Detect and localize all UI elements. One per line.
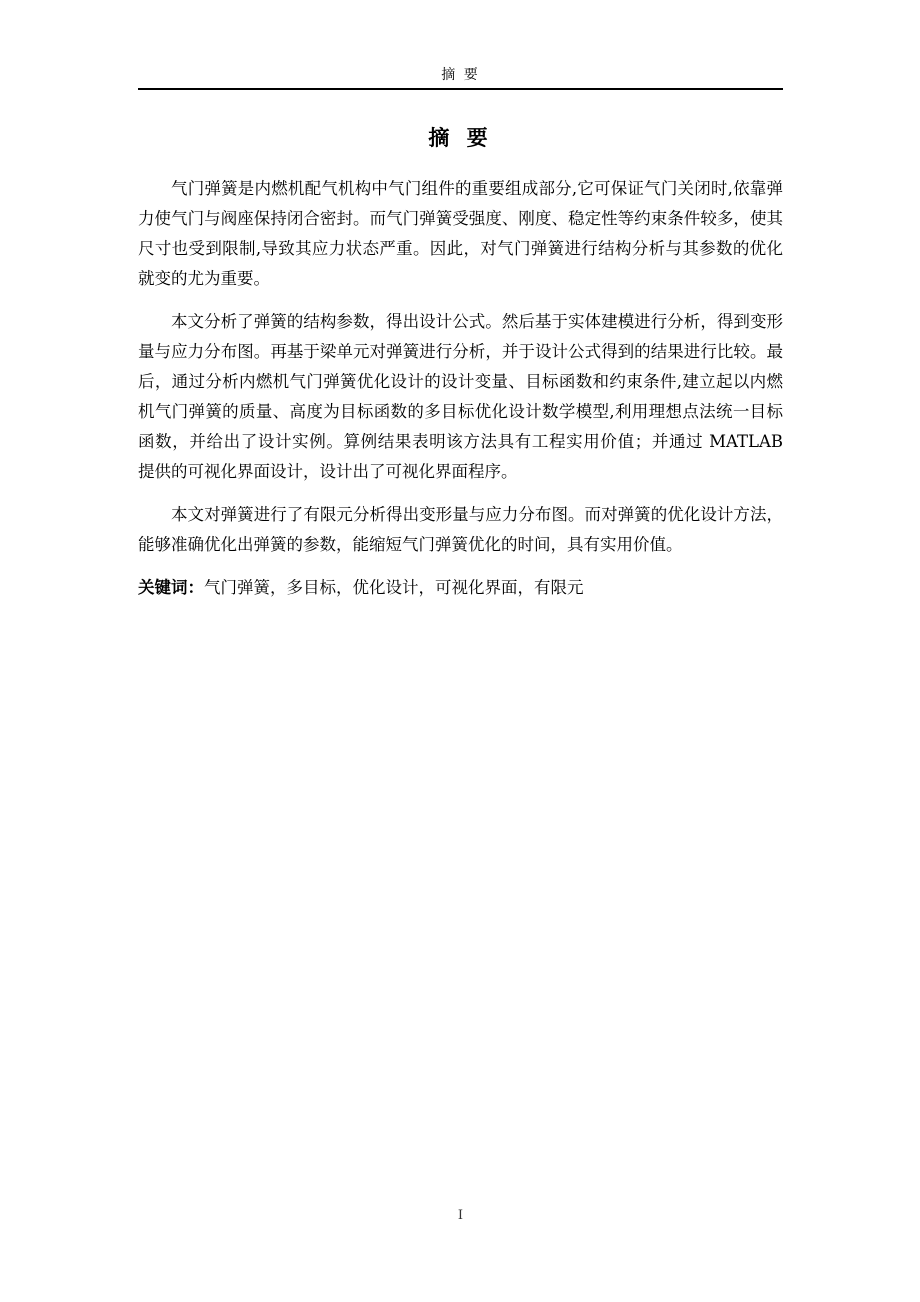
keywords-text: 气门弹簧，多目标，优化设计，可视化界面，有限元 — [204, 578, 584, 597]
header-rule — [138, 88, 783, 90]
abstract-paragraph-3: 本文对弹簧进行了有限元分析得出变形量与应力分布图。而对弹簧的优化设计方法，能够准确优化出弹簧的参数，能缩短气门弹簧优化的时间，具有实用价值。 — [138, 505, 783, 554]
page-title: 摘 要 — [428, 126, 493, 150]
abstract-body — [138, 174, 783, 603]
page-number: I — [457, 1208, 464, 1223]
abstract-paragraph-2: 本文分析了弹簧的结构参数，得出设计公式。然后基于实体建模进行分析，得到变形量与应力分布图。再基于梁单元对弹簧进行分析，并于设计公式得到的结果进行比较。最后，通过分析内燃机气门弹簧优化设计的设计变量、目标函数和约束条件,建立起以内燃机气门弹簧的质量、高度为目标函数的多目标优化设计数学模型,利用理想点法统一目标函数，并给出了设计实例。算例结果表明该方法具有工程实用价值；并通过 MATLAB 提供的可视化界面设计，设计出了可视化界面程序。 — [138, 312, 783, 481]
abstract-paragraph-1: 气门弹簧是内燃机配气机构中气门组件的重要组成部分,它可保证气门关闭时,依靠弹力使气门与阀座保持闭合密封。而气门弹簧受强度、刚度、稳定性等约束条件较多，使其尺寸也受到限制,导致其应力状态严重。因此，对气门弹簧进行结构分析与其参数的优化就变的尤为重要。 — [138, 179, 783, 288]
keywords-line — [138, 573, 783, 603]
keywords-label: 关键词： — [138, 578, 204, 597]
running-header: 摘 要 — [441, 67, 480, 83]
